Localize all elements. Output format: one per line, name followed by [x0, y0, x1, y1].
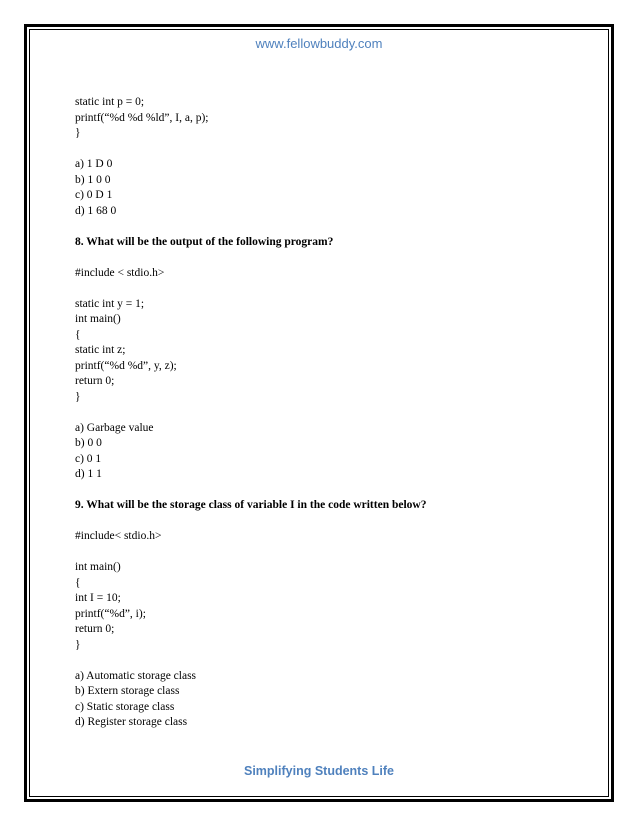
option-item: d) 1 68 0	[75, 204, 117, 217]
code-line: {	[75, 576, 81, 589]
code-line: static int p = 0;	[75, 96, 145, 108]
option-item: c) 0 1	[75, 452, 102, 465]
question-heading: 9. What will be the storage class of variable I in the code written below?	[75, 499, 427, 511]
spacer	[75, 219, 575, 235]
option-item: c) Static storage class	[75, 700, 175, 713]
code-line: }	[75, 127, 81, 139]
option-item: b) 0 0	[75, 437, 102, 449]
option-item: b) 1 0 0	[75, 173, 111, 186]
code-line: int I = 10;	[75, 592, 121, 604]
spacer	[75, 653, 575, 669]
option-item: b) Extern storage class	[75, 685, 180, 697]
option-item: a) Garbage value	[75, 421, 154, 434]
spacer	[75, 405, 575, 421]
option-item: c) 0 D 1	[75, 189, 113, 201]
code-line: static int z;	[75, 344, 126, 356]
page-content	[75, 95, 575, 731]
code-line: int main()	[75, 561, 121, 573]
code-line: static int y = 1;	[75, 297, 145, 310]
option-item: a) Automatic storage class	[75, 669, 197, 682]
option-item: d) 1 1	[75, 468, 102, 480]
code-line: return 0;	[75, 375, 115, 387]
option-item: a) 1 D 0	[75, 158, 113, 170]
option-item: d) Register storage class	[75, 716, 188, 728]
code-line: int main()	[75, 313, 121, 325]
include-line: #include < stdio.h>	[75, 266, 165, 279]
footer-tagline: Simplifying Students Life	[243, 764, 394, 778]
spacer	[75, 281, 575, 297]
spacer	[75, 483, 575, 499]
header-site-link[interactable]: www.fellowbuddy.com	[255, 36, 383, 51]
spacer	[75, 250, 575, 266]
spacer	[75, 514, 575, 530]
code-line: {	[75, 328, 81, 341]
code-line: printf(“%d”, i);	[75, 607, 146, 620]
code-line: }	[75, 638, 81, 651]
spacer	[75, 142, 575, 158]
spacer	[75, 545, 575, 561]
code-line: printf(“%d %d”, y, z);	[75, 359, 177, 372]
code-line: }	[75, 390, 81, 403]
include-line: #include< stdio.h>	[75, 530, 162, 542]
code-line: printf(“%d %d %ld”, I, a, p);	[75, 111, 209, 124]
question-heading: 8. What will be the output of the following program?	[75, 235, 334, 248]
code-line: return 0;	[75, 623, 115, 635]
